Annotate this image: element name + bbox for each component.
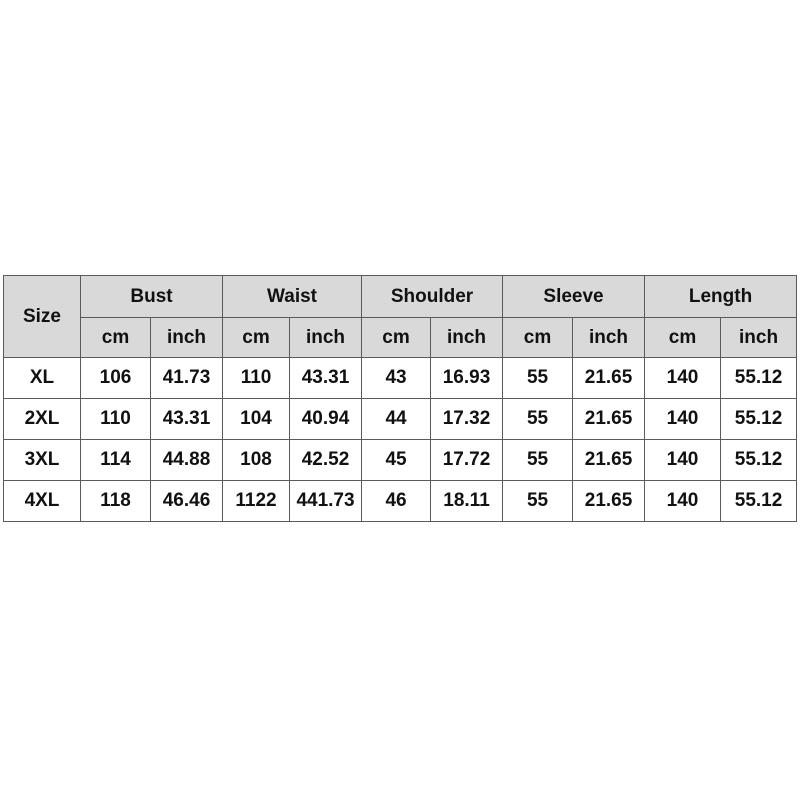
sleeve-header: Sleeve [503,276,645,318]
table-cell: 110 [81,399,151,440]
table-cell: 46 [362,481,431,522]
table-cell: 40.94 [290,399,362,440]
size-cell: 4XL [4,481,81,522]
table-cell: 21.65 [573,440,645,481]
table-cell: 110 [223,358,290,399]
table-cell: 21.65 [573,399,645,440]
table-cell: 16.93 [431,358,503,399]
table-cell: 55.12 [721,481,797,522]
table-cell: 108 [223,440,290,481]
unit-header: cm [81,318,151,358]
table-cell: 21.65 [573,358,645,399]
table-cell: 44.88 [151,440,223,481]
table-cell: 18.11 [431,481,503,522]
table-cell: 140 [645,440,721,481]
unit-header: cm [362,318,431,358]
table-cell: 140 [645,481,721,522]
unit-header: cm [503,318,573,358]
table-cell: 17.32 [431,399,503,440]
table-cell: 43.31 [290,358,362,399]
group-header-row [4,276,797,318]
unit-header: inch [431,318,503,358]
table-cell: 55.12 [721,358,797,399]
table-cell: 114 [81,440,151,481]
table-row [4,440,797,481]
unit-header: inch [290,318,362,358]
table-cell: 118 [81,481,151,522]
table-cell: 42.52 [290,440,362,481]
table-row [4,358,797,399]
table-row [4,481,797,522]
table-cell: 140 [645,358,721,399]
table-cell: 46.46 [151,481,223,522]
unit-header: inch [573,318,645,358]
table-cell: 104 [223,399,290,440]
table-cell: 55 [503,481,573,522]
unit-header: cm [645,318,721,358]
table-cell: 106 [81,358,151,399]
unit-header-row [4,318,797,358]
table-cell: 41.73 [151,358,223,399]
table-cell: 441.73 [290,481,362,522]
size-cell: 3XL [4,440,81,481]
table-cell: 55 [503,358,573,399]
table-row [4,399,797,440]
bust-header: Bust [81,276,223,318]
table-cell: 55 [503,440,573,481]
size-chart-table [3,275,797,522]
unit-header: cm [223,318,290,358]
table-cell: 45 [362,440,431,481]
table-cell: 55.12 [721,440,797,481]
table-cell: 43 [362,358,431,399]
table-cell: 17.72 [431,440,503,481]
shoulder-header: Shoulder [362,276,503,318]
size-column-header: Size [4,276,81,358]
size-cell: 2XL [4,399,81,440]
unit-header: inch [721,318,797,358]
table-cell: 140 [645,399,721,440]
table-cell: 55 [503,399,573,440]
table-cell: 44 [362,399,431,440]
length-header: Length [645,276,797,318]
table-cell: 21.65 [573,481,645,522]
table-cell: 43.31 [151,399,223,440]
table-cell: 1122 [223,481,290,522]
waist-header: Waist [223,276,362,318]
unit-header: inch [151,318,223,358]
table-cell: 55.12 [721,399,797,440]
size-cell: XL [4,358,81,399]
